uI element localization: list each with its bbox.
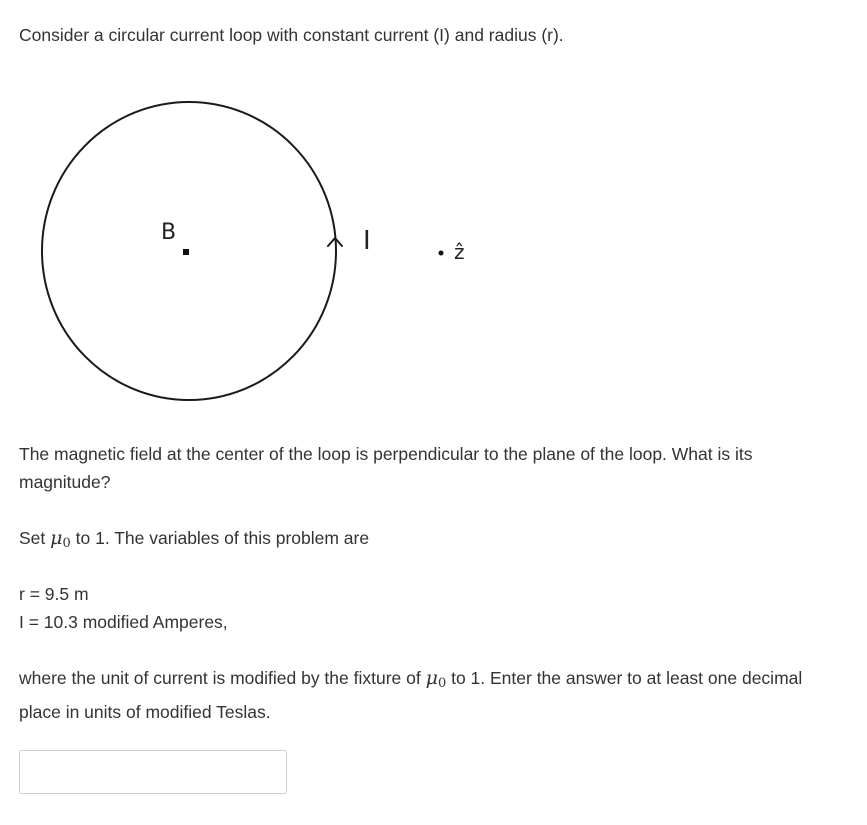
problem-intro: Consider a circular current loop with constant current (I) and radius (r).	[19, 25, 564, 45]
current-label: I	[363, 226, 371, 256]
variable-r: r = 9.5 m	[19, 584, 89, 604]
unit-note-prefix: where the unit of current is modified by the fixture of	[19, 668, 426, 688]
mu-zero-symbol-2: $\mu_0$	[425, 667, 447, 691]
mu-suffix: to 1. The variables of this problem are	[70, 528, 370, 548]
current-loop-diagram	[30, 95, 510, 415]
variable-i: I = 10.3 modified Amperes,	[19, 612, 228, 632]
center-label: B	[161, 220, 177, 245]
problem-question: The magnetic field at the center of the loop is perpendicular to the plane of the loop. What is its magnitude?	[19, 444, 753, 492]
axis-dot	[439, 251, 444, 256]
unit-note	[19, 664, 839, 726]
axis-label: ẑ	[454, 240, 465, 264]
center-point	[183, 249, 189, 255]
current-loop-figure	[30, 95, 510, 415]
answer-input[interactable]	[19, 750, 287, 794]
unit-note-suffix: to 1. Enter the answer to at least one decimal place in units of modified Teslas.	[19, 668, 803, 722]
mu-zero-symbol: $\mu_0$	[50, 527, 71, 551]
mu-instruction	[19, 524, 839, 558]
mu-prefix: Set	[19, 528, 51, 548]
